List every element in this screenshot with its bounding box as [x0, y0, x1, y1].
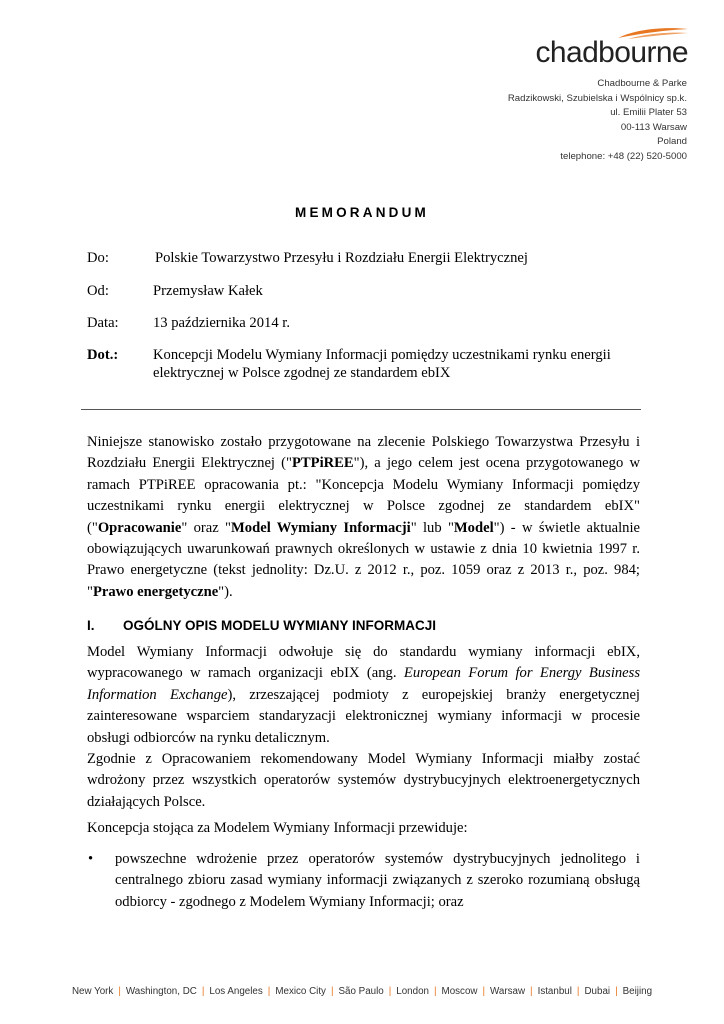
office-city: New York: [71, 986, 114, 997]
defined-term: PTPiREE: [292, 455, 354, 472]
footer-separator: |: [530, 986, 533, 997]
intro-text: " lub ": [410, 519, 454, 536]
intro-text: ").: [218, 583, 233, 600]
office-city: Mexico City: [275, 986, 326, 997]
address-line: ul. Emilii Plater 53: [610, 107, 687, 119]
office-city: Moscow: [441, 986, 478, 997]
defined-term: Opracowanie: [97, 519, 182, 536]
footer-separator: |: [388, 986, 392, 997]
footer-separator: |: [118, 986, 121, 997]
address-line: Radzikowski, Szubielska i Wspólnicy sp.k.: [507, 92, 687, 104]
intro-paragraph: [87, 432, 640, 603]
bullet-icon: •: [88, 851, 94, 867]
office-city: Beijing: [622, 986, 653, 997]
section-paragraph-3: Koncepcja stojąca za Modelem Wymiany Informacji przewiduje:: [87, 820, 468, 836]
to-value: Polskie Towarzystwo Przesyłu i Rozdziału Energii Elektrycznej: [155, 250, 528, 266]
section-number: I.: [87, 618, 95, 633]
bullet-item: powszechne wdrożenie przez operatorów systemów dystrybucyjnych jednolitego i centralnego zbioru zasad wymiany informacji związanych z szeroko rozumianą obsługą odbiorcy - zgodnego z Modelem Wymiany Informacji; oraz: [115, 851, 640, 910]
footer-offices: [0, 986, 724, 997]
defined-term: Model Wymiany Informacji: [231, 519, 411, 536]
paragraph-text: Model Wymiany Informacji odwołuje się do standardu wymiany informacji ebIX, wypracowanego w ramach organizacji ebIX (ang.: [87, 644, 640, 682]
defined-term: Model: [453, 519, 494, 536]
footer-separator: |: [433, 986, 437, 997]
intro-text: " oraz ": [181, 519, 232, 536]
subject-value: Koncepcji Modelu Wymiany Informacji pomiędzy uczestnikami rynku energii elektrycznej w Polsce zgodnej ze standardem ebIX: [153, 347, 611, 381]
section-paragraph-2: Zgodnie z Opracowaniem rekomendowany Model Wymiany Informacji miałby zostać wdrożony przez wszystkich operatorów systemów dystrybucyjnych elektroenergetycznych działających Polsce.: [87, 751, 640, 810]
section-paragraph-1: [87, 642, 640, 749]
footer-separator: |: [330, 986, 334, 997]
intro-text: ") - w świetle aktualnie obowiązujących uwarunkowań prawnych określonych w ustawie z dnia 10 kwietnia 1997 r. Prawo energetyczne (tekst jednolity: Dz.U. z 2012 r., poz. 1059 oraz z 2013 r., poz. 984; ": [87, 519, 640, 600]
footer-separator: |: [576, 986, 580, 997]
italic-term: European Forum for Energy Business Information Exchange: [87, 665, 641, 703]
letterhead-address: [508, 77, 687, 165]
footer-separator: |: [482, 986, 486, 997]
section-title: OGÓLNY OPIS MODELU WYMIANY INFORMACJI: [123, 618, 437, 633]
address-line: Chadbourne & Parke: [597, 78, 687, 89]
address-line: 00-113 Warsaw: [620, 121, 687, 133]
office-city: Warsaw: [490, 986, 526, 997]
footer-separator: |: [615, 986, 618, 997]
memo-title: MEMORANDUM: [295, 205, 429, 220]
date-label: Data:: [87, 315, 119, 331]
footer-separator: |: [201, 986, 205, 997]
defined-term: Prawo energetyczne: [92, 583, 219, 600]
to-label: Do:: [87, 250, 109, 266]
office-city: São Paulo: [338, 986, 384, 997]
address-line: telephone: +48 (22) 520-5000: [560, 150, 687, 162]
logo-wordmark: chadbourne: [535, 36, 688, 69]
from-label: Od:: [87, 283, 109, 299]
office-city: Los Angeles: [209, 986, 263, 997]
intro-text: Niniejsze stanowisko zostało przygotowane na zlecenie Polskiego Towarzystwa Przesyłu i Rozdziału Energii Elektrycznej (": [87, 434, 640, 472]
footer-separator: |: [267, 986, 271, 997]
office-city: Istanbul: [537, 986, 572, 997]
from-value: Przemysław Kałek: [153, 283, 263, 299]
office-city: Washington, DC: [125, 986, 197, 997]
office-city: Dubai: [584, 986, 611, 997]
address-line: Poland: [657, 136, 687, 148]
company-logo: [528, 26, 688, 76]
intro-text: "), a jego celem jest ocena przygotowanego w ramach PTPiREE opracowania pt.: "Koncepcja Modelu Wymiany Informacji pomiędzy uczestnikami rynku energii elektrycznej w Polsce zgodnej ze standardem ebIX" (": [87, 455, 640, 536]
office-city: London: [396, 986, 429, 997]
paragraph-text: ), zrzeszającej podmioty z europejskiej branży energetycznej zainteresowane wsparciem standaryzacji elektronicznej wymiany informacji w procesie obsługi odbiorców na rynku detalicznym.: [87, 686, 640, 746]
header-divider: [81, 409, 641, 410]
date-value: 13 października 2014 r.: [153, 315, 290, 331]
subject-label: Dot.:: [87, 347, 119, 363]
